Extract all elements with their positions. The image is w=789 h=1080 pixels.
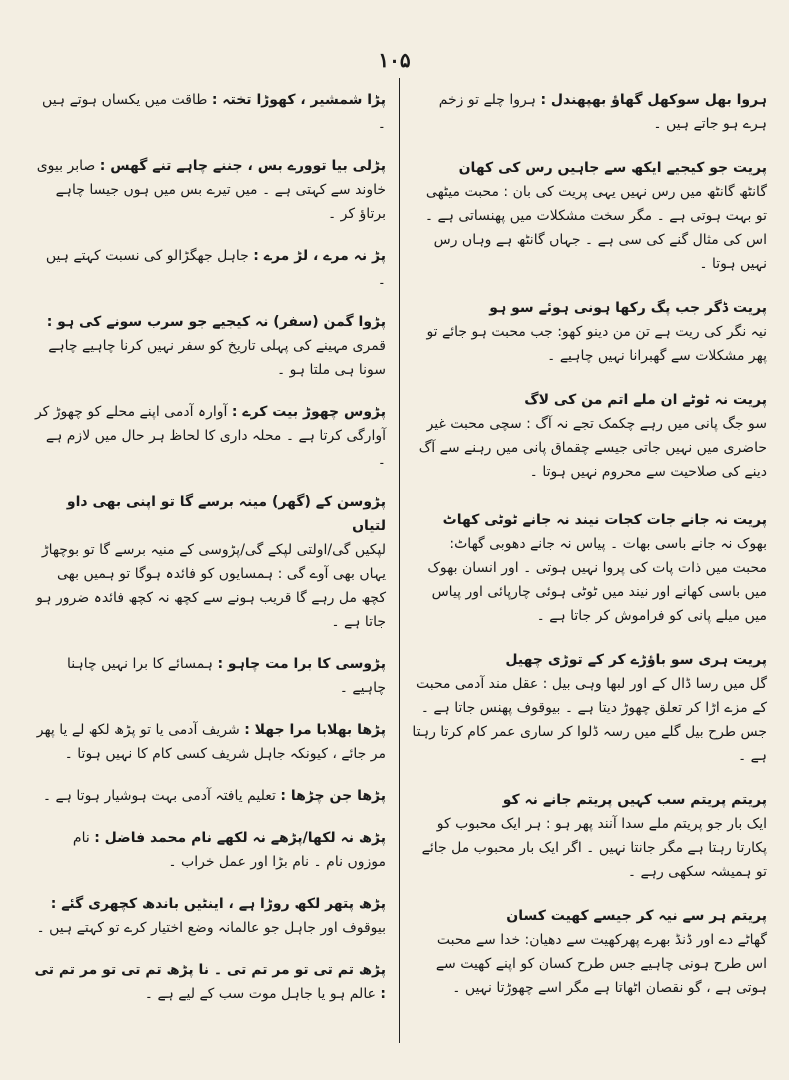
proverb-headword: پریت ہری سو باؤڑے کر کے توڑی چھیل [505, 652, 767, 668]
proverb-entry [412, 788, 767, 884]
proverb-meaning: بھوک نہ جانے باسی بھات ۔ پیاس نہ جانے دھوبی گھاٹ: محبت میں ذات پات کی پروا نہیں ہوتی ۔ اور انسان بھوک میں باسی کھانے اور نیند میں ٹوٹی ہوئی چارپائی اور پیاس میں میلے پانی کو فراموش کر جاتا ہے ۔ [427, 536, 767, 624]
proverb-entry [34, 718, 386, 766]
proverb-meaning: عالم ہو یا جاہل موت سب کے لیے ہے ۔ [144, 986, 376, 1002]
proverb-entry [412, 296, 767, 368]
proverb-headword: پڑھ تم تی تو مر تم تی ۔ نا پڑھ تم تی تو مر تم تی : [34, 962, 386, 1002]
proverb-meaning: ہمسائے کا برا نہیں چاہنا چاہیے ۔ [67, 656, 386, 696]
proverb-headword: پڑ نہ مرے ، لڑ مرے : [253, 248, 386, 264]
column-divider [399, 78, 400, 1043]
proverb-headword: پڑلی بیا توورے بس ، جننے چاہے تنے گھس : [99, 158, 386, 174]
proverb-entry [412, 156, 767, 276]
proverb-meaning: بیوقوف اور جاہل جو عالمانہ وضع اختیار کرے تو کہتے ہیں ۔ [36, 920, 386, 936]
proverb-entry [34, 154, 386, 226]
proverb-meaning: تعلیم یافتہ آدمی بہت ہوشیار ہوتا ہے ۔ [42, 788, 276, 804]
proverb-meaning: ایک بار جو پریتم ملے سدا آنند پھر ہو : ہر ایک محبوب کو پکارتا رہتا ہے مگر جانتا نہیں ۔ اگر ایک بار محبوب مل جائے تو ہمیشہ سکھی رہے ۔ [421, 816, 767, 880]
proverb-meaning: صابر بیوی خاوند سے کہتی ہے ۔ میں تیرے بس میں ہوں جیسا چاہے برتاؤ کر ۔ [36, 158, 386, 222]
proverb-entry [34, 244, 386, 292]
proverb-meaning: آوارہ آدمی اپنے محلے کو چھوڑ کر آوارگی کرتا ہے ۔ محلہ داری کا لحاظ ہر حال میں لازم ہے ۔ [34, 404, 386, 468]
proverb-entry [412, 904, 767, 1000]
proverb-entry [412, 388, 767, 484]
proverb-entry [34, 784, 386, 808]
proverb-entry [412, 648, 767, 768]
proverb-entry [34, 310, 386, 382]
proverb-headword: پریت ڈگر جب پگ رکھا ہونی ہوئے سو ہو [489, 300, 767, 316]
proverb-entry [34, 490, 386, 634]
proverb-entry [34, 826, 386, 874]
proverb-meaning: ہروا چلے تو زخم ہرے ہو جاتے ہیں ۔ [438, 92, 767, 132]
proverb-headword: پریت نہ جانے جات کجات نیند نہ جانے ٹوٹی کھاٹ [442, 512, 767, 528]
proverb-headword: پڑوا گمن (سفر) نہ کیجیے جو سرب سونے کی ہو : [46, 314, 386, 330]
proverb-entry [34, 958, 386, 1006]
right-column [412, 88, 767, 1000]
proverb-meaning: گانٹھ گانٹھ میں رس نہیں یہی پریت کی بان : محبت میٹھی تو بہت ہوتی ہے ۔ مگر سخت مشکلات میں پھنساتی ہے ۔ اس کی مثال گنے کی سی ہے ۔ جہاں گانٹھ ہے وہاں رس نہیں ہوتا ۔ [424, 184, 767, 272]
page-number: ۱۰۵ [378, 48, 411, 72]
proverb-entry [34, 652, 386, 700]
proverb-entry [34, 88, 386, 136]
proverb-headword: پریتم پریتم سب کہیں پریتم جانے نہ کو [502, 792, 767, 808]
proverb-headword: پڑوسی کا برا مت چاہو : [217, 656, 386, 672]
proverb-headword: پڑوسن کے (گھر) مینہ برسے گا تو اپنی بھی داو لتیاں [66, 494, 386, 534]
proverb-entry [34, 892, 386, 940]
proverb-meaning: سو جگ پانی میں رہے چکمک تجے نہ آگ : سچی محبت غیر حاضری میں نہیں جاتی جیسے چقماق پانی میں رہنے سے آگ دینے کی صلاحیت سے محروم نہیں ہوتا ۔ [418, 416, 767, 480]
proverb-headword: پڑھا بھلابا مرا جھلا : [244, 722, 386, 738]
proverb-meaning: لپکیں گی/اولتی لپکے گی/پڑوسی کے منیہ برسے گا تو بوچھاڑ یہاں بھی آوے گی : ہمسایوں کو فائدہ ہوگا تو ہمیں بھی کچھ مل رہے گا قریب ہونے سے کچھ نہ کچھ فائدہ ضرور ہو جاتا ہے ۔ [36, 542, 386, 630]
proverb-headword: پڑھ نہ لکھا/پڑھے نہ لکھے نام محمد فاضل : [94, 830, 386, 846]
proverb-headword: پڑھا جن چڑھا : [280, 788, 386, 804]
proverb-headword: پریت نہ ٹوٹے ان ملے اتم من کی لاگ [524, 392, 767, 408]
proverb-meaning: گھاٹے دے اور ڈنڈ بھرے پھرکھیت سے دھیان: خدا سے محبت اس طرح ہونی چاہیے جس طرح کسان کو اپنے کھیت سے ہوتی ہے ، گو نقصان اٹھاتا ہے مگر اسے چھوڑتا نہیں ۔ [435, 932, 767, 996]
proverb-meaning: شریف آدمی یا تو پڑھ لکھ لے یا پھر مر جائے ، کیونکہ جاہل شریف کسی کام کا نہیں ہوتا ۔ [36, 722, 386, 762]
proverb-meaning: گل میں رسا ڈال کے اور لبھا وہی بیل : عقل مند آدمی محبت کے مزے اڑا کر تعلق چھوڑ دیتا ہے ۔ بیوقوف پھنس جاتا ہے ۔ جس طرح بیل گلے میں رسہ ڈلوا کر ساری عمر کام کرتا رہتا ہے ۔ [412, 676, 767, 764]
proverb-meaning: نام موزوں نام ۔ نام بڑا اور عمل خراب ۔ [72, 830, 386, 870]
proverb-entry [412, 88, 767, 136]
proverb-headword: پریتم ہر سے نیہ کر جیسے کھیت کسان [506, 908, 767, 924]
proverb-headword: پریت جو کیجیے ایکھ سے جاہیں رس کی کھان [458, 160, 767, 176]
proverb-headword: ہروا بھل سوکھل گھاؤ بھپھندل : [540, 92, 767, 108]
proverb-headword: پڑا شمشیر ، کھوڑا تختہ : [211, 92, 386, 108]
proverb-meaning: طاقت میں یکساں ہوتے ہیں ۔ [42, 92, 386, 132]
proverb-entry [412, 508, 767, 628]
proverb-entry [34, 400, 386, 472]
left-column [34, 88, 386, 1006]
proverb-headword: پڑھ پتھر لکھ روڑا ہے ، اینٹیں باندھ کچھری گئے : [50, 896, 386, 912]
proverb-meaning: قمری مہینے کی پہلی تاریخ کو سفر نہیں کرنا چاہیے چاہے سونا ہی ملتا ہو ۔ [48, 338, 386, 378]
proverb-meaning: نیہ نگر کی ریت ہے تن من دینو کھو: جب محبت ہو جائے تو پھر مشکلات سے گھبرانا نہیں چاہیے ۔ [426, 324, 767, 364]
proverb-headword: پڑوس چھوڑ بیت کرے : [231, 404, 386, 420]
proverb-meaning: جاہل جھگڑالو کی نسبت کہتے ہیں ۔ [45, 248, 386, 288]
